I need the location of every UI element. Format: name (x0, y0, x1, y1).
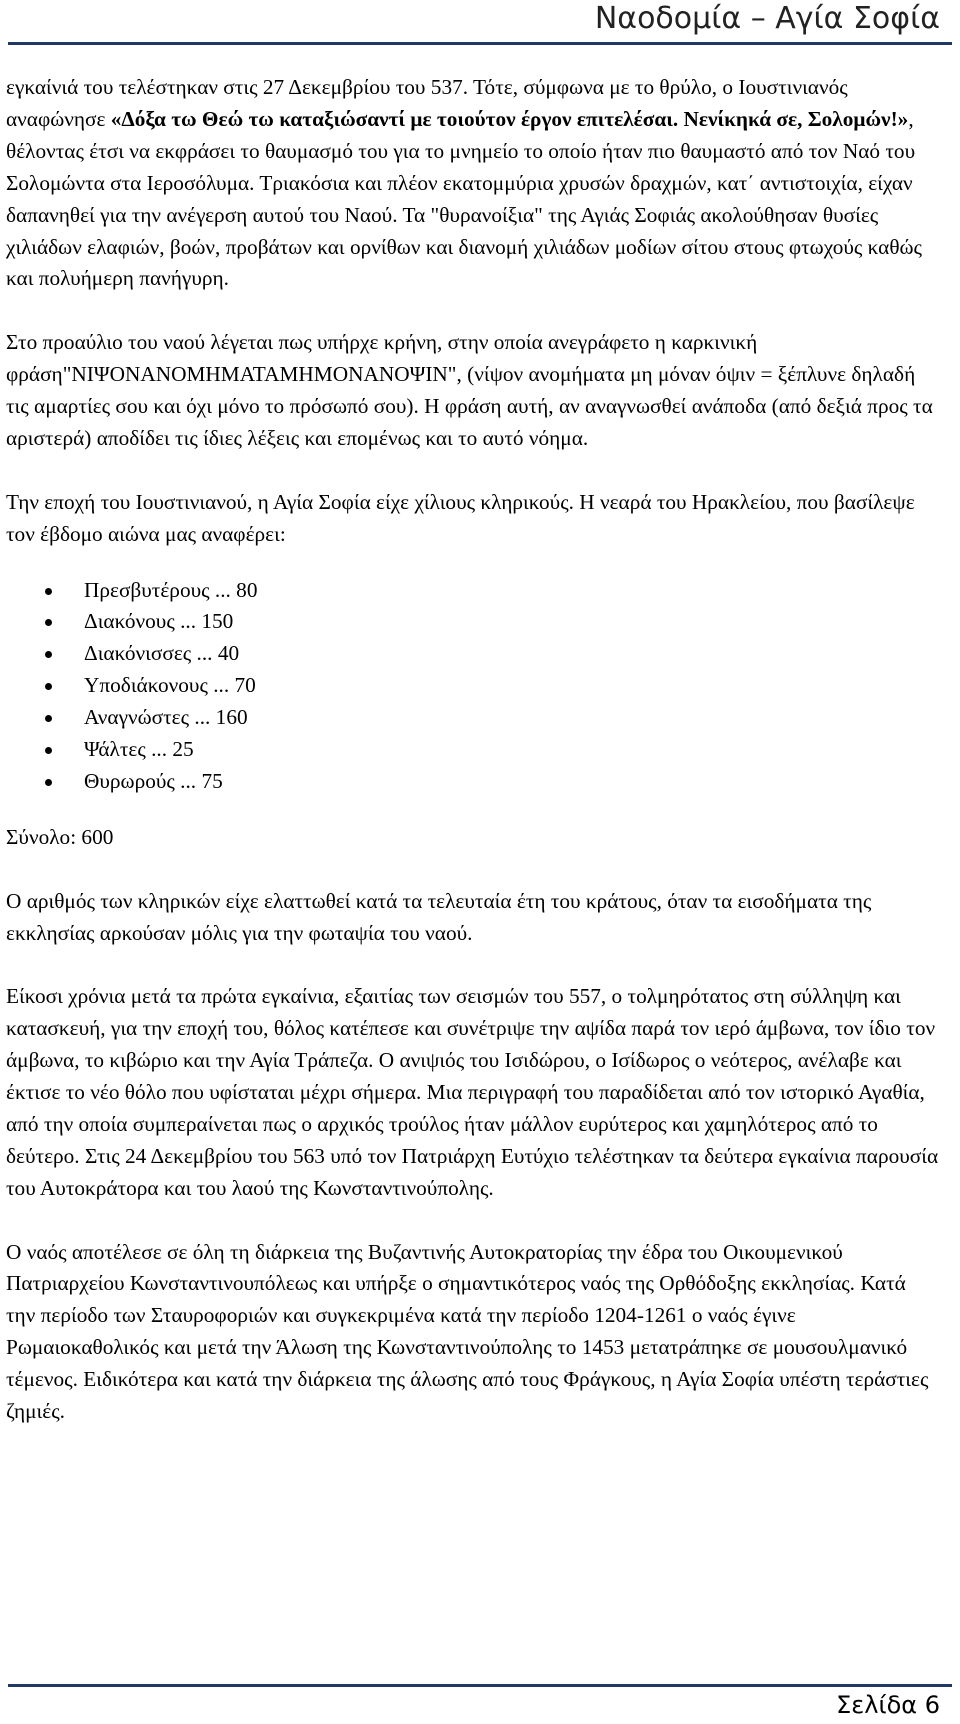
clergy-list (6, 575, 940, 798)
list-item-text: Ψάλτες ... 25 (84, 737, 194, 762)
paragraph-inauguration-text-a: εγκαίνιά του τελέστηκαν στις 27 Δεκεμβρίου του 537. Τότε, σύμφωνα με το θρύλο, ο Ιουστινιανός αναφώνησε (6, 75, 848, 131)
paragraph-fountain: Στο προαύλιο του ναού λέγεται πως υπήρχε κρήνη, στην οποία ανεγράφετο η καρκινική φράση"ΝΙΨΟΝΑΝΟΜΗΜΑΤΑΜΗΜΟΝΑΝΟΨΙΝ", (νίψον ανομήματα μη μόναν όψιν = ξέπλυνε δηλαδή τις αμαρτίες σου και όχι μόνο το πρόσωπό σου). Η φράση αυτή, αν αναγνωσθεί ανάποδα (από δεξιά προς τα αριστερά) αποδίδει τις ίδιες λέξεις και επομένως και το αυτό νόημα. (6, 330, 933, 450)
spacer (6, 551, 940, 575)
paragraph-clergy-intro: Την εποχή του Ιουστινιανού, η Αγία Σοφία είχε χίλιους κληρικούς. Η νεαρά του Ηρακλείου, που βασίλεψε τον έβδομο αιώνα μας αναφέρει: (6, 489, 915, 546)
list-item-text: Αναγνώστες ... 160 (84, 705, 248, 730)
list-item-text: Υποδιάκονους ... 70 (84, 673, 256, 698)
list-item (6, 606, 940, 638)
bullet-icon (45, 588, 52, 595)
bullet-icon (45, 651, 52, 658)
page-number: Σελίδα 6 (836, 1691, 940, 1719)
list-item-text: Διακόνους ... 150 (84, 609, 234, 634)
footer-divider (8, 1684, 952, 1687)
list-item-text: Πρεσβυτέρους ... 80 (84, 577, 258, 602)
list-item-text: Διακόνισσες ... 40 (84, 641, 240, 666)
page-header-title: Ναοδομία – Αγία Σοφία (594, 1, 940, 36)
list-item (6, 670, 940, 702)
list-item (6, 766, 940, 798)
paragraph-inauguration-text-b: , θέλοντας έτσι να εκφράσει το θαυμασμό του για το μνημείο το οποίο ήταν πιο θαυμαστό από τον Ναό του Σολομώντα στα Ιεροσόλυμα. Τριακόσια και πλέον εκατομμύρια χρυσών δραχμών, κατ΄ αντιστοιχία, είχαν δαπανηθεί για την ανέγερση αυτού του Ναού. Τα "θυρανοίξια" της Αγιάς Σοφιάς ακολούθησαν θυσίες χιλιάδων ελαφιών, βοών, προβάτων και ορνίθων και διανομή χιλιάδων μοδίων σίτου στους φτωχούς καθώς και πολυήμερη πανήγυρη. (6, 106, 922, 291)
list-item (6, 638, 940, 670)
bullet-icon (45, 747, 52, 754)
document-body (6, 72, 940, 1428)
bullet-icon (45, 779, 52, 786)
justinian-quote: «Δόξα τω Θεώ τω καταξιώσαντί με τοιούτον έργον επιτελέσαι. Νενίκηκά σε, Σολομών!» (110, 106, 909, 131)
paragraph-dome-collapse: Είκοσι χρόνια μετά τα πρώτα εγκαίνια, εξαιτίας των σεισμών του 557, ο τολμηρότατος στη σύλληψη και κατασκευή, για την εποχή του, θόλος κατέπεσε και συνέτριψε την αψίδα παρά τον ιερό άμβωνα, τον ίδιο τον άμβωνα, το κιβώριο και την Αγία Τράπεζα. Ο ανιψιός του Ισιδώρου, ο Ισίδωρος ο νεότερος, ανέλαβε και έκτισε το νέο θόλο που υφίσταται μέχρι σήμερα. Μια περιγραφή του παραδίδεται από τον ιστορικό Αγαθία, από την οποία συμπεραίνεται πως ο αρχικός τρούλος ήταν μάλλον ευρύτερος και χαμηλότερος από το δεύτερο. Στις 24 Δεκεμβρίου του 563 υπό τον Πατριάρχη Ευτύχιο τελέστηκαν τα δεύτερα εγκαίνια παρουσία του Αυτοκράτορα και του λαού της Κωνσταντινούπολης. (6, 984, 939, 1200)
paragraph-clergy-decline: Ο αριθμός των κληρικών είχε ελαττωθεί κατά τα τελευταία έτη του κράτους, όταν τα εισοδήματα της εκκλησίας αρκούσαν μόλις για την φωταψία του ναού. (6, 888, 872, 945)
list-item (6, 702, 940, 734)
clergy-total: Σύνολο: 600 (6, 824, 114, 849)
bullet-icon (45, 715, 52, 722)
paragraph-patriarchate: Ο ναός αποτέλεσε σε όλη τη διάρκεια της Βυζαντινής Αυτοκρατορίας την έδρα του Οικουμενικού Πατριαρχείου Κωνσταντινουπόλεως και υπήρξε ο σημαντικότερος ναός της Ορθόδοξης εκκλησίας. Κατά την περίοδο των Σταυροφοριών και συγκεκριμένα κατά την περίοδο 1204-1261 ο ναός έγινε Ρωμαιοκαθολικός και μετά την Άλωση της Κωνσταντινούπολης το 1453 μετατράπηκε σε μουσουλμανικό τέμενος. Ειδικότερα και κατά την διάρκεια της άλωσης από τους Φράγκους, η Αγία Σοφία υπέστη τεράστιες ζημιές. (6, 1239, 929, 1424)
list-item (6, 575, 940, 607)
list-item-text: Θυρωρούς ... 75 (84, 768, 223, 793)
header-divider (8, 42, 952, 45)
bullet-icon (45, 683, 52, 690)
list-item (6, 734, 940, 766)
spacer (6, 798, 940, 822)
paragraph-inauguration (6, 72, 940, 295)
bullet-icon (45, 619, 52, 626)
